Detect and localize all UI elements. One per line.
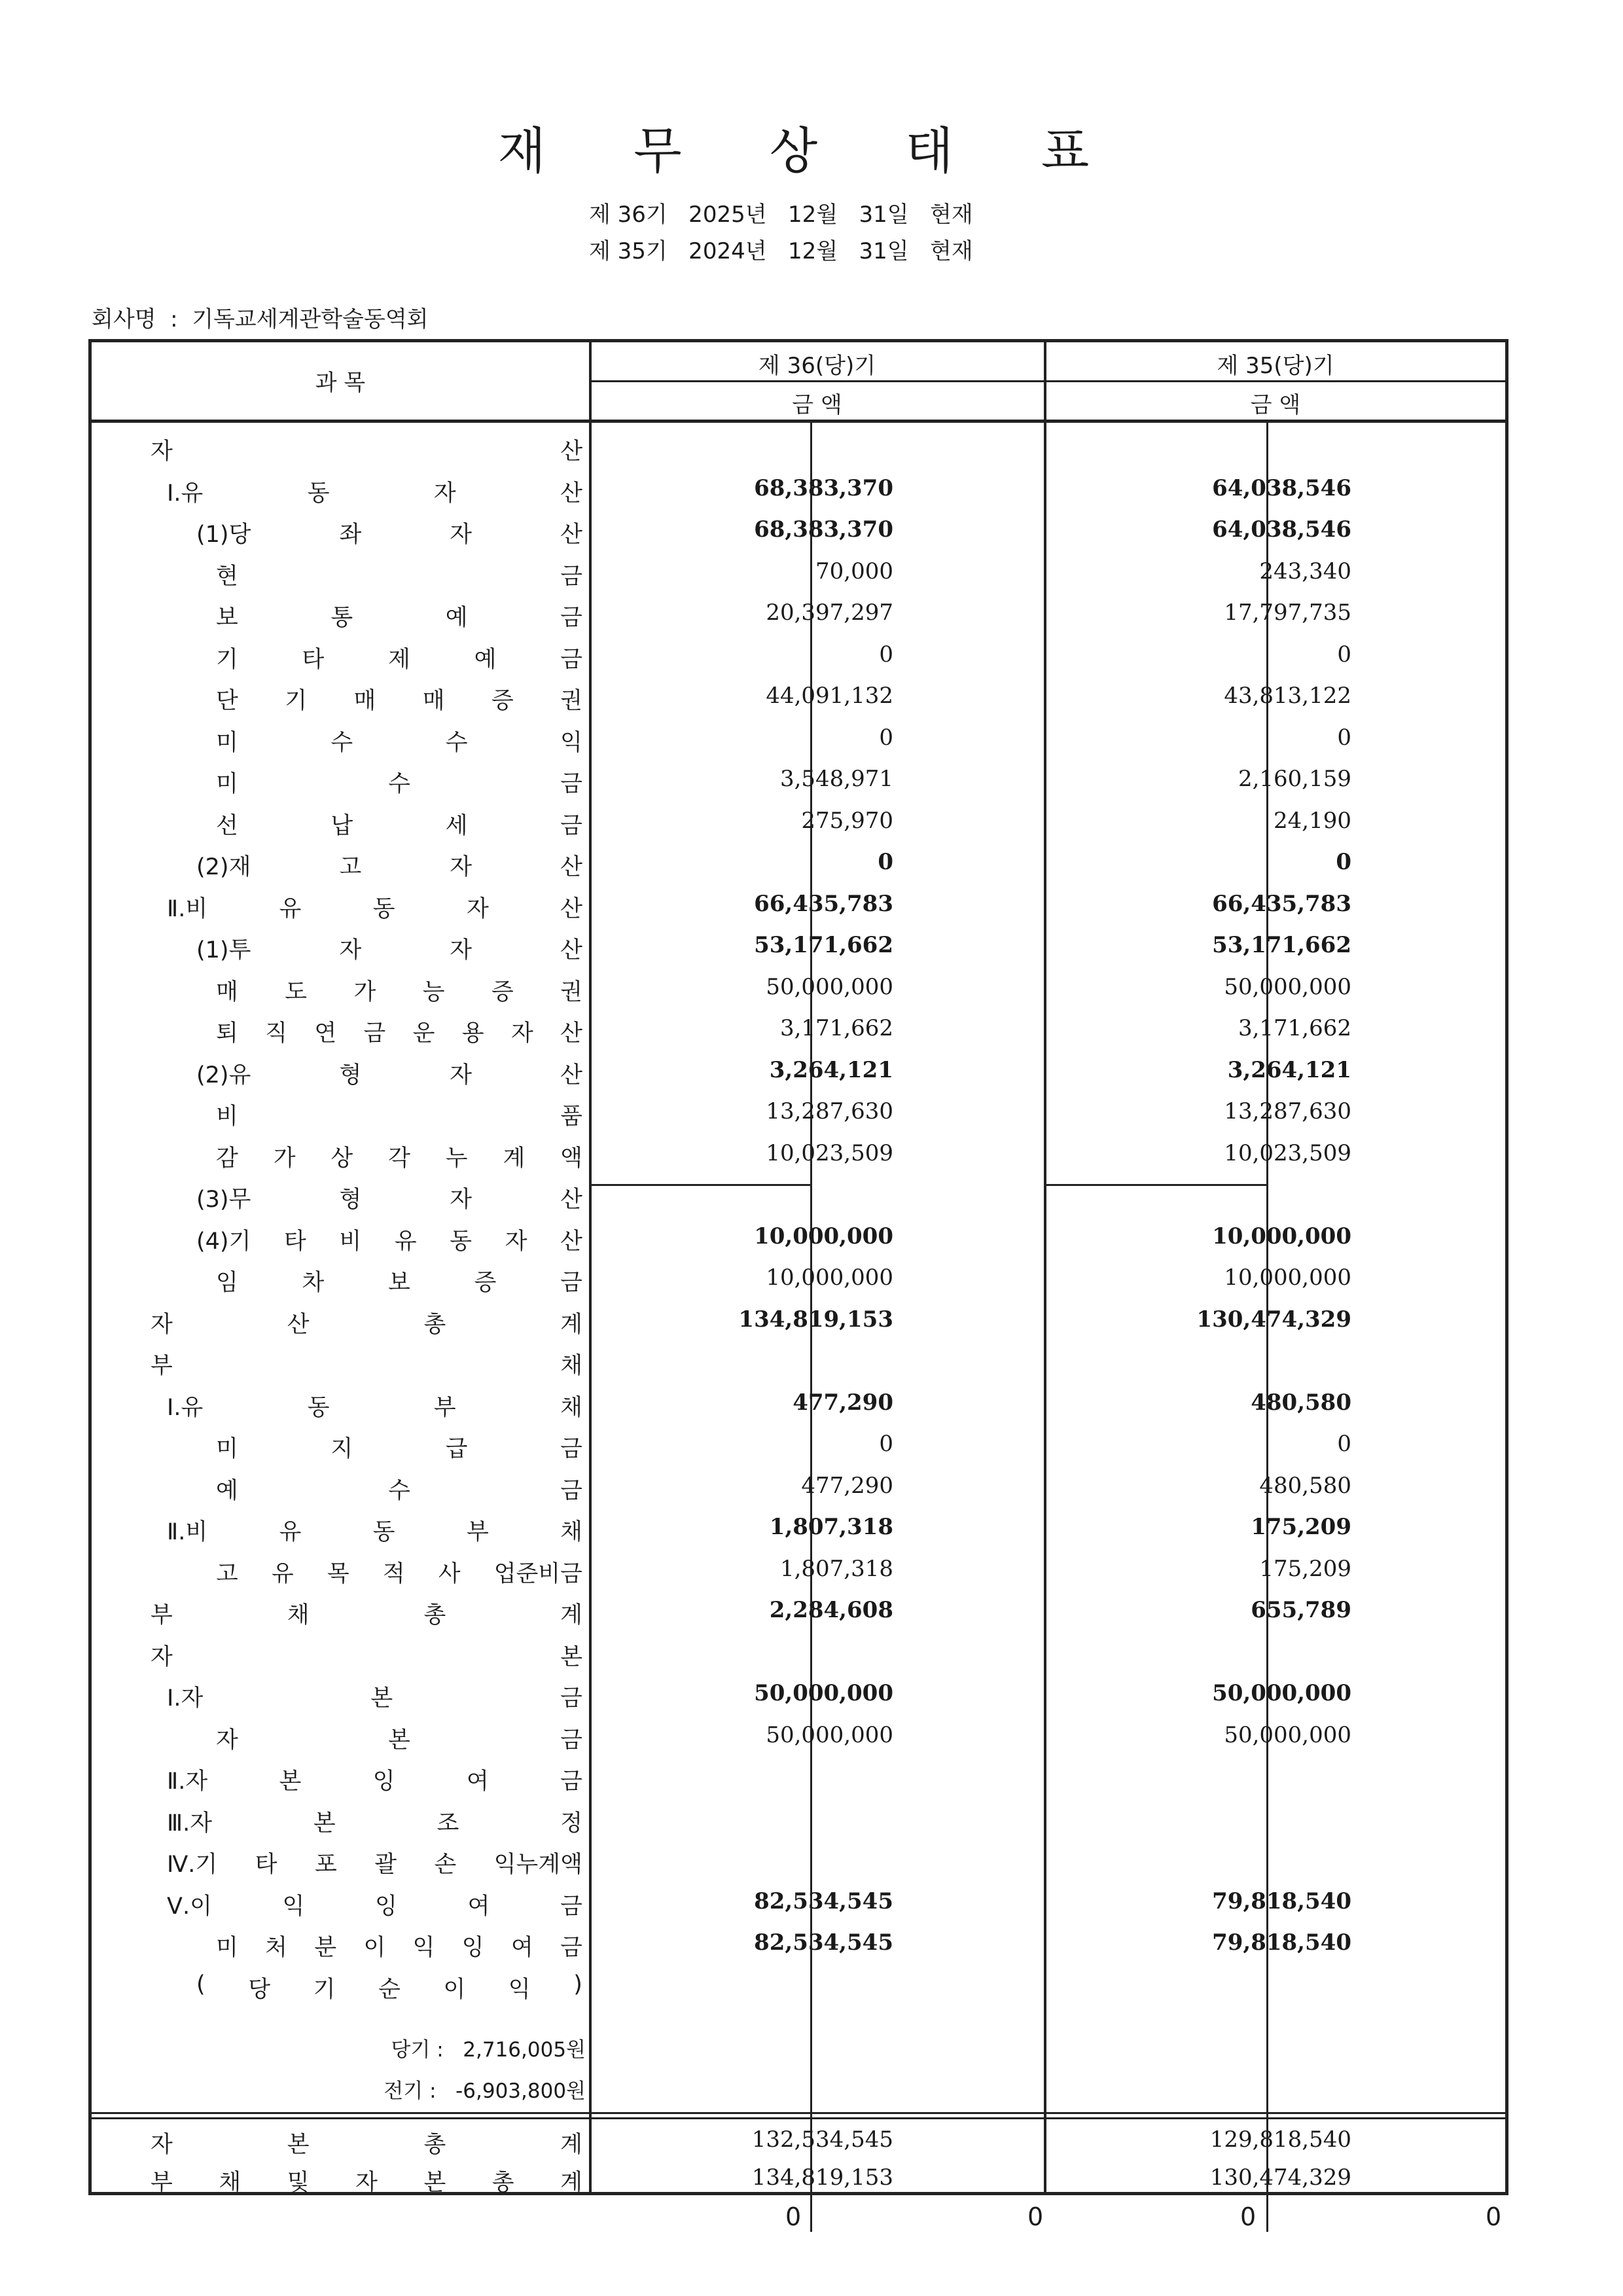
row-label: 현 금 (216, 563, 582, 590)
check-zero-current-1: 0 (785, 2202, 802, 2231)
table-row (92, 1920, 1512, 1962)
amount-previous: 3,264,121 (1227, 1056, 1351, 1083)
row-label: (3)무 형 자 산 (196, 1187, 582, 1213)
row-label: Ⅰ.유 동 부 채 (167, 1394, 582, 1421)
amount-current: 0 (879, 641, 893, 668)
amount-current: 68,383,370 (754, 475, 893, 501)
table-row (92, 840, 1512, 882)
table-row (92, 1172, 1512, 1214)
row-label: 선 납 세 금 (216, 812, 582, 839)
amount-current: 3,548,971 (779, 766, 893, 792)
row-label: 자 산 (151, 439, 582, 465)
check-zero-previous-2: 0 (1486, 2202, 1502, 2231)
table-row (92, 549, 1512, 591)
table-row (92, 1962, 1512, 2004)
header-previous-amount: 금 액 (1250, 392, 1301, 418)
amount-current: 10,000,000 (766, 1265, 893, 1291)
row-label: 미 수 수 익 (216, 729, 582, 756)
header-previous-period: 제 35(당)기 (1217, 353, 1334, 379)
table-row (92, 1547, 1512, 1588)
row-label: 기 타 제 예 금 (216, 646, 582, 673)
row-label: (2)재 고 자 산 (196, 854, 582, 880)
page-title: 재 무 상 태 표 (497, 122, 1126, 180)
total-amount-current: 132,534,545 (751, 2126, 893, 2153)
amount-previous: 175,209 (1251, 1514, 1351, 1540)
company-name: 회사명 : 기독교세계관학술동역회 (92, 306, 429, 332)
amount-current: 50,000,000 (766, 1721, 893, 1748)
total-amount-previous: 129,818,540 (1209, 2126, 1351, 2153)
amount-previous: 130,474,329 (1196, 1306, 1351, 1333)
table-row (92, 632, 1512, 674)
amount-current: 3,171,662 (779, 1015, 893, 1041)
amount-previous: 50,000,000 (1224, 973, 1351, 1000)
amount-previous: 480,580 (1251, 1389, 1351, 1416)
table-row (92, 1006, 1512, 1048)
total-row (92, 2159, 1512, 2201)
amount-current: 13,287,630 (766, 1098, 893, 1124)
table-row (92, 1048, 1512, 1090)
table-row (92, 1505, 1512, 1547)
amount-current: 50,000,000 (766, 973, 893, 1000)
amount-previous: 175,209 (1259, 1555, 1351, 1582)
check-zero-previous-1: 0 (1240, 2202, 1257, 2231)
amount-current: 68,383,370 (754, 516, 893, 543)
amount-previous: 655,789 (1251, 1597, 1351, 1623)
table-row (92, 1588, 1512, 1630)
row-label: 감 가 상 각 누 계 액 (216, 1145, 582, 1172)
table-row (92, 1796, 1512, 1838)
row-label: 고 유 목 적 사 업준비금 (216, 1560, 582, 1587)
period-current: 제 36기 2025년 12월 31일 현재 (589, 202, 973, 228)
table-row (92, 1671, 1512, 1713)
table-row (92, 923, 1512, 965)
table-row (92, 1131, 1512, 1173)
table-row (92, 1338, 1512, 1380)
row-label: Ⅰ.유 동 자 산 (167, 480, 582, 507)
row-label: Ⅱ.비 유 동 자 산 (167, 895, 582, 922)
amount-previous: 0 (1337, 641, 1351, 668)
header-current-period: 제 36(당)기 (758, 353, 876, 379)
amount-previous: 66,435,783 (1212, 890, 1351, 917)
table-row (92, 1713, 1512, 1755)
table-row (92, 1422, 1512, 1463)
table-row (92, 590, 1512, 632)
amount-current: 0 (878, 849, 893, 875)
row-label: 부 채 (151, 1353, 582, 1379)
header-subline (589, 380, 1505, 382)
header-subject: 과 목 (315, 370, 366, 396)
table-row (92, 1837, 1512, 1879)
row-label: (2)유 형 자 산 (196, 1062, 582, 1088)
row-label: Ⅱ.비 유 동 부 채 (167, 1519, 582, 1545)
amount-previous: 64,038,546 (1212, 516, 1351, 543)
amount-current: 66,435,783 (754, 890, 893, 917)
amount-current: 0 (879, 724, 893, 751)
table-row (92, 1754, 1512, 1796)
amount-previous: 10,000,000 (1212, 1223, 1351, 1249)
amount-previous: 13,287,630 (1224, 1098, 1351, 1124)
row-label: 임 차 보 증 금 (216, 1270, 582, 1296)
amount-previous: 243,340 (1259, 558, 1351, 584)
table-row (92, 965, 1512, 1007)
amount-current: 53,171,662 (754, 932, 893, 958)
row-label: 단 기 매 매 증 권 (216, 688, 582, 714)
table-row (92, 466, 1512, 508)
amount-previous: 0 (1337, 724, 1351, 751)
row-label: 자 본 금 (216, 1727, 582, 1753)
check-zero-current-2: 0 (1027, 2202, 1044, 2231)
row-label: 자 산 총 계 (151, 1311, 582, 1338)
amount-current: 82,534,545 (754, 1888, 893, 1914)
amount-current: 50,000,000 (754, 1680, 893, 1706)
row-label: 보 통 예 금 (216, 605, 582, 631)
header-bottom-line (92, 420, 1505, 423)
total-amount-previous: 130,474,329 (1209, 2164, 1351, 2191)
table-row (92, 757, 1512, 798)
amount-current: 2,284,608 (769, 1597, 893, 1623)
amount-previous: 0 (1337, 1431, 1351, 1457)
total-row (92, 2121, 1512, 2163)
amount-current: 134,819,153 (738, 1306, 893, 1333)
header-current-amount: 금 액 (792, 392, 842, 418)
total-amount-current: 134,819,153 (751, 2164, 893, 2191)
amount-current: 1,807,318 (769, 1514, 893, 1540)
row-label: 부 채 총 계 (151, 1602, 582, 1628)
amount-previous: 50,000,000 (1212, 1680, 1351, 1706)
amount-current: 44,091,132 (766, 683, 893, 709)
row-label: 미 처 분 이 익 잉 여 금 (216, 1935, 582, 1961)
row-label: Ⅱ.자 본 잉 여 금 (167, 1768, 582, 1795)
amount-previous: 43,813,122 (1224, 683, 1351, 709)
amount-current: 477,290 (793, 1389, 893, 1416)
table-row (92, 1630, 1512, 1672)
table-row (92, 1463, 1512, 1505)
row-label: Ⅲ.자 본 조 정 (167, 1810, 582, 1837)
row-label: (1)투 자 자 산 (196, 937, 582, 963)
table-row (92, 1380, 1512, 1422)
table-row (92, 1297, 1512, 1339)
amount-current: 0 (879, 1431, 893, 1457)
table-row (92, 715, 1512, 757)
row-label: 미 수 금 (216, 771, 582, 797)
amount-previous: 79,818,540 (1212, 1888, 1351, 1914)
amount-current: 20,397,297 (766, 600, 893, 626)
row-label: 비 품 (216, 1103, 582, 1130)
amount-previous: 17,797,735 (1224, 600, 1351, 626)
row-label: 매 도 가 능 증 권 (216, 978, 582, 1005)
table-row (92, 798, 1512, 840)
table-row (92, 1214, 1512, 1256)
net-income-previous-note: 전기 : -6,903,800원 (383, 2079, 586, 2103)
period-previous: 제 35기 2024년 12월 31일 현재 (589, 238, 973, 264)
amount-previous: 50,000,000 (1224, 1721, 1351, 1748)
amount-current: 10,023,509 (766, 1139, 893, 1166)
amount-current: 477,290 (801, 1472, 893, 1499)
row-label: Ⅴ.이 익 잉 여 금 (167, 1893, 582, 1920)
total-label: 부 채 및 자 본 총 계 (151, 2170, 582, 2196)
total-label: 자 본 총 계 (151, 2132, 582, 2158)
amount-previous: 24,190 (1274, 807, 1351, 834)
row-label: (4)기 타 비 유 동 자 산 (196, 1228, 582, 1255)
row-label: 퇴 직 연 금 운 용 자 산 (216, 1020, 582, 1047)
amount-previous: 0 (1336, 849, 1351, 875)
table-row (92, 673, 1512, 715)
amount-current: 10,000,000 (754, 1223, 893, 1249)
table-row (92, 507, 1512, 549)
amount-previous: 53,171,662 (1212, 932, 1351, 958)
amount-previous: 10,023,509 (1224, 1139, 1351, 1166)
table-row (92, 424, 1512, 466)
amount-previous: 10,000,000 (1224, 1265, 1351, 1291)
net-income-current-note: 당기 : 2,716,005원 (391, 2038, 586, 2062)
amount-current: 1,807,318 (779, 1555, 893, 1582)
row-label: 자 본 (151, 1643, 582, 1670)
row-label: Ⅰ.자 본 금 (167, 1685, 582, 1712)
row-label: (1)당 좌 자 산 (196, 522, 582, 548)
amount-current: 82,534,545 (754, 1929, 893, 1956)
table-row (92, 1255, 1512, 1297)
totals-line-1 (92, 2112, 1505, 2114)
amount-current: 70,000 (815, 558, 893, 584)
row-label: ( 당 기 순 이 익 ) (196, 1971, 582, 2003)
amount-current: 275,970 (801, 807, 893, 834)
balance-sheet-table (88, 339, 1508, 2195)
row-label: 예 수 금 (216, 1477, 582, 1504)
amount-previous: 79,818,540 (1212, 1929, 1351, 1956)
row-label: Ⅳ.기 타 포 괄 손 익누계액 (167, 1852, 582, 1878)
table-row (92, 1879, 1512, 1921)
row-label: 미 지 급 금 (216, 1436, 582, 1462)
amount-previous: 3,171,662 (1238, 1015, 1351, 1041)
amount-previous: 480,580 (1259, 1472, 1351, 1499)
table-row (92, 882, 1512, 924)
amount-previous: 64,038,546 (1212, 475, 1351, 501)
amount-current: 3,264,121 (769, 1056, 893, 1083)
table-row (92, 1089, 1512, 1131)
totals-line-2 (92, 2117, 1505, 2119)
amount-previous: 2,160,159 (1238, 766, 1351, 792)
